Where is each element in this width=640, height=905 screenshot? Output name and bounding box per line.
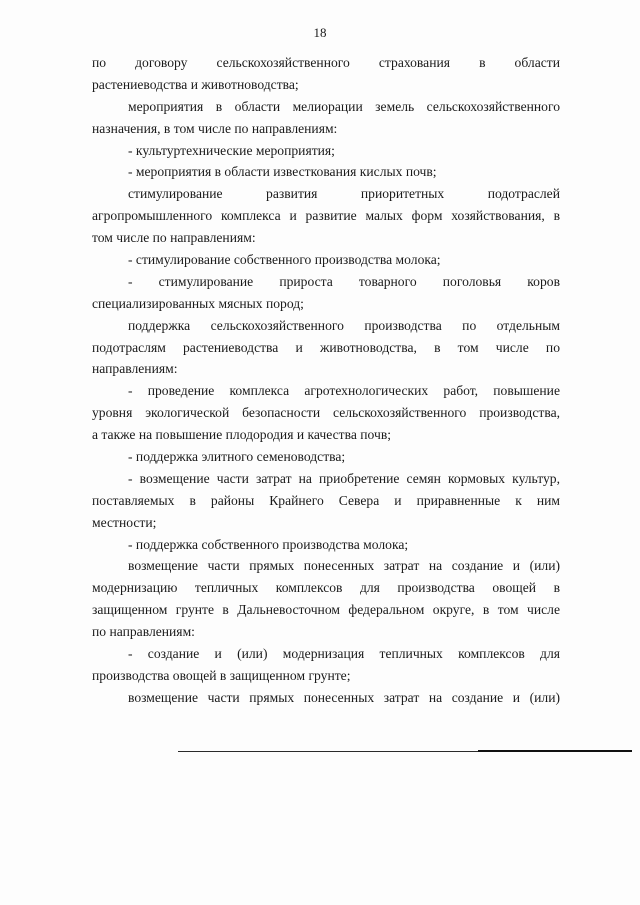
text-line: возмещение части прямых понесенных затрат на создание и (или): [128, 558, 560, 574]
text-line: - поддержка элитного семеноводства;: [128, 449, 346, 465]
text-line: стимулирование развития приоритетных подотраслей: [128, 186, 560, 202]
text-line: - поддержка собственного производства молока;: [128, 536, 409, 552]
text-line: производства овощей в защищенном грунте;: [92, 667, 351, 683]
text-line: - стимулирование прироста товарного поголовья коров: [128, 273, 560, 289]
text-line: направлениям:: [92, 361, 178, 377]
text-line: - культуртехнические мероприятия;: [128, 142, 335, 158]
page-number: 18: [313, 25, 327, 40]
text-line: - мероприятия в области известкования кислых почв;: [128, 164, 437, 180]
text-line: защищенном грунте в Дальневосточном федеральном округе, в том числе: [92, 602, 560, 618]
text-line: назначения, в том числе по направлениям:: [92, 120, 338, 136]
text-line: поддержка сельскохозяйственного производства по отдельным: [128, 317, 560, 333]
text-line: - стимулирование собственного производства молока;: [128, 252, 441, 268]
text-line: по договору сельскохозяйственного страхования в области: [92, 55, 560, 70]
text-line: мероприятия в области мелиорации земель сельскохозяйственного: [128, 98, 560, 114]
text-line: специализированных мясных пород;: [92, 295, 304, 311]
text-line: - создание и (или) модернизация тепличных комплексов для: [128, 646, 560, 662]
text-line: подотраслям растениеводства и животноводства, в том числе по: [92, 339, 560, 355]
text-line: модернизацию тепличных комплексов для производства овощей в: [92, 580, 560, 596]
footer-rule-strong: [478, 750, 632, 752]
text-line: агропромышленного комплекса и развитие малых форм хозяйствования, в: [92, 208, 560, 224]
text-line: том числе по направлениям:: [92, 230, 256, 246]
text-line: а также на повышение плодородия и качества почв;: [92, 427, 392, 443]
text-line: - проведение комплекса агротехнологических работ, повышение: [128, 383, 560, 399]
text-line: - возмещение части затрат на приобретение семян кормовых культур,: [128, 470, 560, 486]
body-text: [92, 52, 560, 709]
text-line: растениеводства и животноводства;: [92, 76, 299, 92]
text-line: возмещение части прямых понесенных затрат на создание и (или): [128, 689, 560, 705]
text-line: по направлениям:: [92, 624, 195, 640]
text-line: уровня экологической безопасности сельскохозяйственного производства,: [92, 405, 560, 421]
text-line: местности;: [92, 514, 157, 530]
text-line: поставляемых в районы Крайнего Севера и приравненные к ним: [92, 492, 560, 508]
